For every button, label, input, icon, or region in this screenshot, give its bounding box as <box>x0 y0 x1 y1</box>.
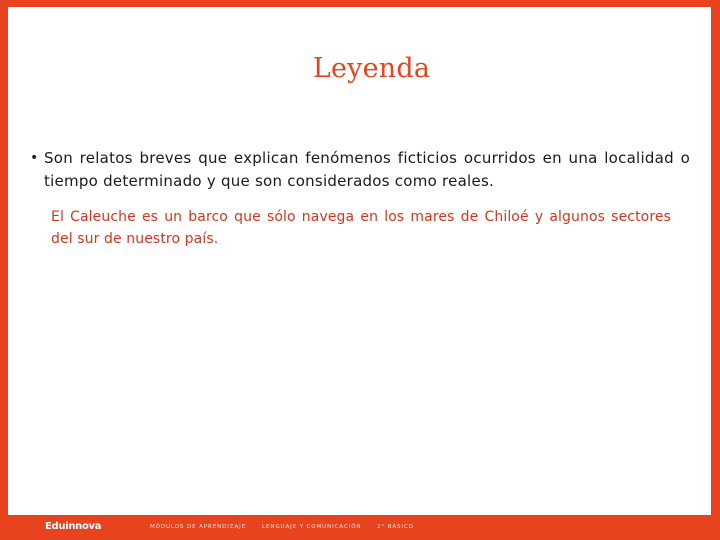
footer-modules-label: MÓDULOS DE APRENDIZAJE <box>150 524 247 530</box>
footer-grade-label: 2° BÁSICO <box>377 524 414 530</box>
footer-bar <box>0 515 720 540</box>
eduinnova-logo: Eduinnova <box>45 521 102 532</box>
footer-subject-label: LENGUAJE Y COMUNICACIÓN <box>262 524 362 530</box>
example-text: El Caleuche es un barco que sólo navega en los mares de Chiloé y algunos sectores del sur de nuestro país. <box>51 209 671 247</box>
slide-title: Leyenda <box>312 53 431 84</box>
bullet-dot-icon: • <box>30 150 39 166</box>
bullet-list <box>30 147 690 193</box>
slide-canvas <box>8 7 711 515</box>
bullet-item <box>30 147 690 193</box>
bullet-text: Son relatos breves que explican fenómenos ficticios ocurridos en una localidad o tiempo determinado y que son considerados como reales. <box>44 149 690 190</box>
